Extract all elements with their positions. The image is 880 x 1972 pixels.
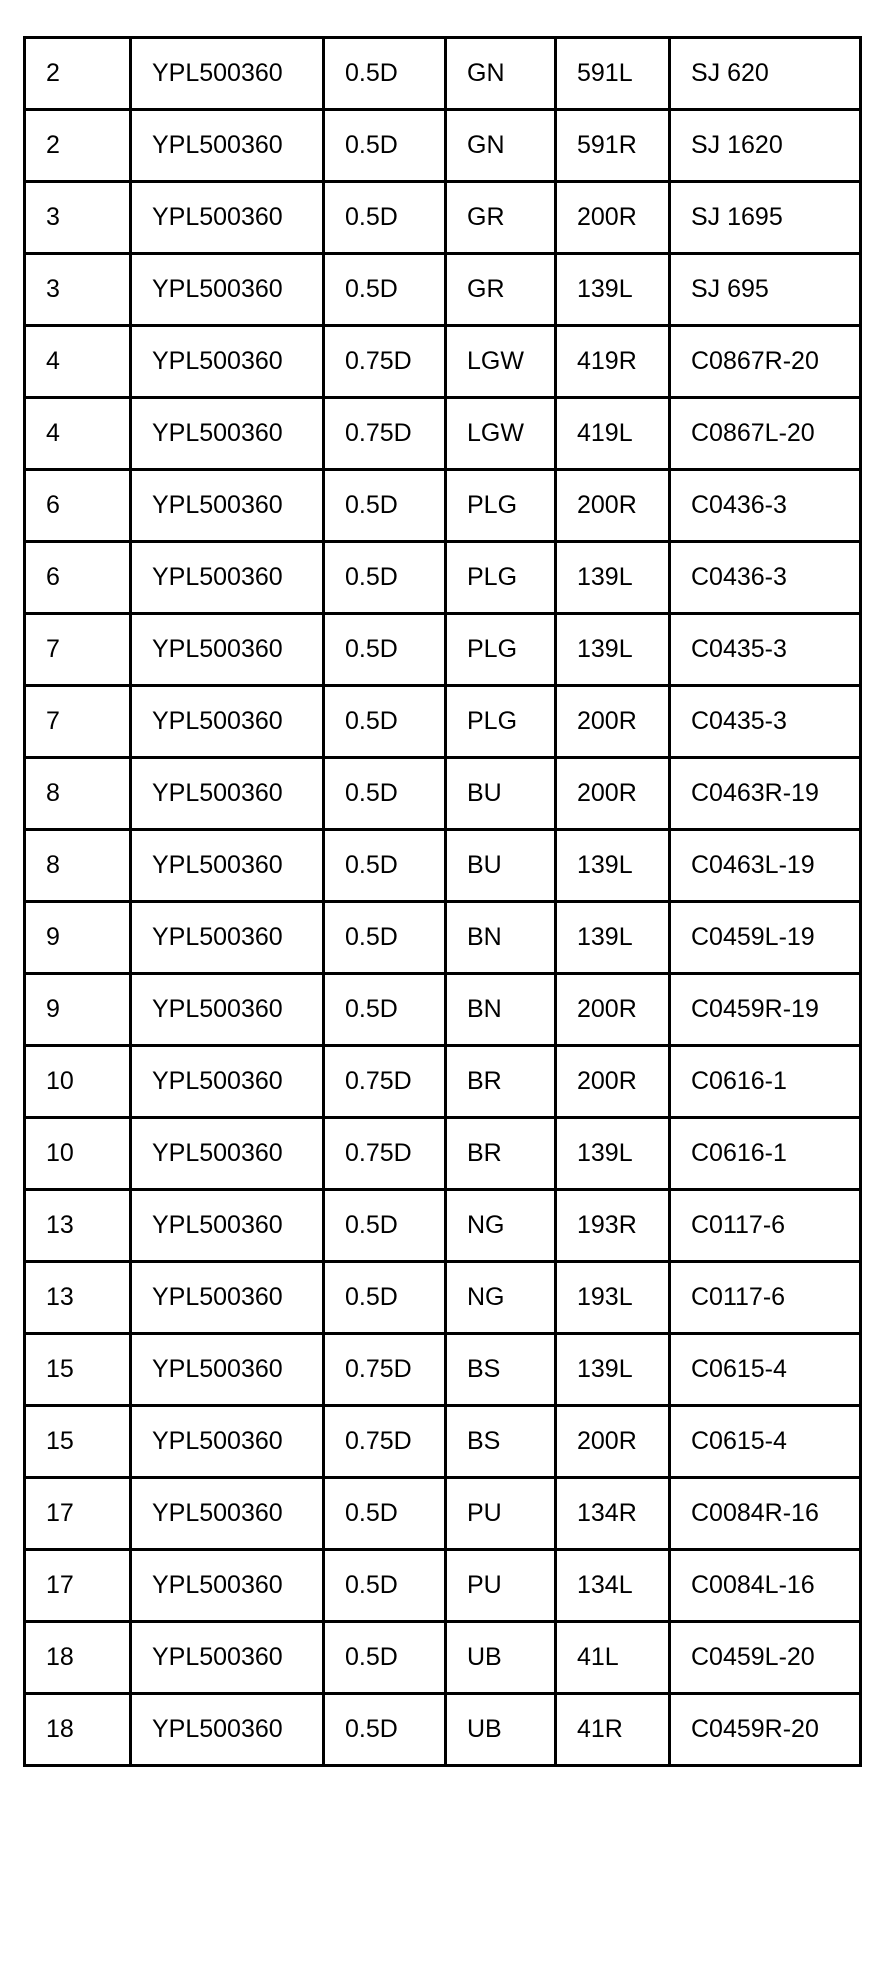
connector-cell: C0435-3 <box>670 614 861 686</box>
circuit-number-cell: 9 <box>25 974 131 1046</box>
wire-color-cell: BS <box>446 1406 556 1478</box>
wire-table-body <box>25 38 861 1766</box>
table-row <box>25 1046 861 1118</box>
circuit-number-cell: 4 <box>25 326 131 398</box>
terminal-cell: 193L <box>556 1262 670 1334</box>
part-number-cell: YPL500360 <box>131 830 324 902</box>
table-row <box>25 542 861 614</box>
terminal-cell: 139L <box>556 902 670 974</box>
terminal-cell: 200R <box>556 758 670 830</box>
terminal-cell: 200R <box>556 470 670 542</box>
wire-color-cell: BN <box>446 902 556 974</box>
wire-color-cell: BU <box>446 830 556 902</box>
circuit-number-cell: 3 <box>25 254 131 326</box>
connector-cell: C0867R-20 <box>670 326 861 398</box>
wire-size-cell: 0.5D <box>324 1262 446 1334</box>
terminal-cell: 200R <box>556 686 670 758</box>
wire-color-cell: NG <box>446 1262 556 1334</box>
wire-color-cell: PU <box>446 1478 556 1550</box>
table-row <box>25 686 861 758</box>
circuit-number-cell: 7 <box>25 614 131 686</box>
connector-cell: C0084L-16 <box>670 1550 861 1622</box>
part-number-cell: YPL500360 <box>131 38 324 110</box>
wire-size-cell: 0.75D <box>324 398 446 470</box>
connector-cell: C0436-3 <box>670 470 861 542</box>
wire-color-cell: GN <box>446 110 556 182</box>
wire-size-cell: 0.5D <box>324 1622 446 1694</box>
part-number-cell: YPL500360 <box>131 542 324 614</box>
circuit-number-cell: 18 <box>25 1622 131 1694</box>
connector-cell: SJ 620 <box>670 38 861 110</box>
part-number-cell: YPL500360 <box>131 1478 324 1550</box>
connector-cell: C0084R-16 <box>670 1478 861 1550</box>
wire-size-cell: 0.5D <box>324 1190 446 1262</box>
table-row <box>25 1262 861 1334</box>
wire-color-cell: GN <box>446 38 556 110</box>
terminal-cell: 139L <box>556 1334 670 1406</box>
wire-size-cell: 0.5D <box>324 1694 446 1766</box>
wire-size-cell: 0.5D <box>324 614 446 686</box>
table-row <box>25 182 861 254</box>
terminal-cell: 139L <box>556 1118 670 1190</box>
wire-color-cell: BR <box>446 1118 556 1190</box>
terminal-cell: 419L <box>556 398 670 470</box>
part-number-cell: YPL500360 <box>131 1334 324 1406</box>
connector-cell: C0459L-19 <box>670 902 861 974</box>
wire-size-cell: 0.5D <box>324 542 446 614</box>
wire-color-cell: LGW <box>446 326 556 398</box>
circuit-number-cell: 18 <box>25 1694 131 1766</box>
wire-color-cell: PLG <box>446 614 556 686</box>
connector-cell: C0616-1 <box>670 1046 861 1118</box>
wire-color-cell: GR <box>446 182 556 254</box>
connector-cell: C0616-1 <box>670 1118 861 1190</box>
circuit-number-cell: 15 <box>25 1334 131 1406</box>
wire-color-cell: BR <box>446 1046 556 1118</box>
connector-cell: C0459R-19 <box>670 974 861 1046</box>
table-row <box>25 38 861 110</box>
wire-color-cell: PU <box>446 1550 556 1622</box>
table-row <box>25 326 861 398</box>
circuit-number-cell: 4 <box>25 398 131 470</box>
circuit-number-cell: 17 <box>25 1550 131 1622</box>
connector-cell: C0463L-19 <box>670 830 861 902</box>
wire-color-cell: BS <box>446 1334 556 1406</box>
circuit-number-cell: 10 <box>25 1118 131 1190</box>
part-number-cell: YPL500360 <box>131 326 324 398</box>
connector-cell: SJ 695 <box>670 254 861 326</box>
table-row <box>25 830 861 902</box>
wire-size-cell: 0.5D <box>324 974 446 1046</box>
circuit-number-cell: 13 <box>25 1190 131 1262</box>
circuit-number-cell: 9 <box>25 902 131 974</box>
wire-size-cell: 0.75D <box>324 1406 446 1478</box>
terminal-cell: 139L <box>556 830 670 902</box>
part-number-cell: YPL500360 <box>131 1550 324 1622</box>
wire-color-cell: UB <box>446 1622 556 1694</box>
table-row <box>25 398 861 470</box>
wire-size-cell: 0.5D <box>324 254 446 326</box>
wire-size-cell: 0.5D <box>324 182 446 254</box>
terminal-cell: 591R <box>556 110 670 182</box>
part-number-cell: YPL500360 <box>131 1046 324 1118</box>
circuit-number-cell: 6 <box>25 470 131 542</box>
terminal-cell: 41R <box>556 1694 670 1766</box>
terminal-cell: 200R <box>556 182 670 254</box>
wire-size-cell: 0.75D <box>324 326 446 398</box>
table-row <box>25 1622 861 1694</box>
circuit-number-cell: 3 <box>25 182 131 254</box>
table-row <box>25 1694 861 1766</box>
connector-cell: C0459R-20 <box>670 1694 861 1766</box>
connector-cell: C0459L-20 <box>670 1622 861 1694</box>
part-number-cell: YPL500360 <box>131 110 324 182</box>
table-row <box>25 758 861 830</box>
terminal-cell: 200R <box>556 1046 670 1118</box>
table-row <box>25 1478 861 1550</box>
wire-color-cell: PLG <box>446 470 556 542</box>
table-row <box>25 1406 861 1478</box>
wire-size-cell: 0.5D <box>324 830 446 902</box>
connector-cell: C0463R-19 <box>670 758 861 830</box>
part-number-cell: YPL500360 <box>131 614 324 686</box>
part-number-cell: YPL500360 <box>131 182 324 254</box>
terminal-cell: 41L <box>556 1622 670 1694</box>
connector-cell: SJ 1620 <box>670 110 861 182</box>
circuit-number-cell: 8 <box>25 758 131 830</box>
table-row <box>25 1334 861 1406</box>
connector-cell: C0615-4 <box>670 1334 861 1406</box>
connector-cell: C0867L-20 <box>670 398 861 470</box>
wire-size-cell: 0.5D <box>324 470 446 542</box>
wire-size-cell: 0.5D <box>324 110 446 182</box>
table-row <box>25 470 861 542</box>
wire-color-cell: PLG <box>446 686 556 758</box>
wire-size-cell: 0.5D <box>324 38 446 110</box>
terminal-cell: 200R <box>556 974 670 1046</box>
table-row <box>25 1118 861 1190</box>
wire-size-cell: 0.5D <box>324 1478 446 1550</box>
wire-color-cell: BN <box>446 974 556 1046</box>
circuit-number-cell: 2 <box>25 38 131 110</box>
terminal-cell: 193R <box>556 1190 670 1262</box>
wire-connection-table <box>23 36 862 1767</box>
wire-size-cell: 0.75D <box>324 1118 446 1190</box>
table-row <box>25 974 861 1046</box>
terminal-cell: 139L <box>556 254 670 326</box>
wire-color-cell: NG <box>446 1190 556 1262</box>
terminal-cell: 591L <box>556 38 670 110</box>
terminal-cell: 419R <box>556 326 670 398</box>
table-row <box>25 902 861 974</box>
part-number-cell: YPL500360 <box>131 1190 324 1262</box>
circuit-number-cell: 8 <box>25 830 131 902</box>
circuit-number-cell: 17 <box>25 1478 131 1550</box>
wire-size-cell: 0.75D <box>324 1334 446 1406</box>
wire-color-cell: GR <box>446 254 556 326</box>
table-row <box>25 614 861 686</box>
connector-cell: C0436-3 <box>670 542 861 614</box>
part-number-cell: YPL500360 <box>131 758 324 830</box>
part-number-cell: YPL500360 <box>131 1622 324 1694</box>
wire-size-cell: 0.5D <box>324 902 446 974</box>
terminal-cell: 139L <box>556 542 670 614</box>
table-row <box>25 1550 861 1622</box>
connector-cell: C0117-6 <box>670 1190 861 1262</box>
wire-color-cell: UB <box>446 1694 556 1766</box>
part-number-cell: YPL500360 <box>131 254 324 326</box>
table-row <box>25 1190 861 1262</box>
wire-size-cell: 0.75D <box>324 1046 446 1118</box>
part-number-cell: YPL500360 <box>131 398 324 470</box>
circuit-number-cell: 13 <box>25 1262 131 1334</box>
terminal-cell: 200R <box>556 1406 670 1478</box>
part-number-cell: YPL500360 <box>131 1118 324 1190</box>
part-number-cell: YPL500360 <box>131 470 324 542</box>
wire-color-cell: PLG <box>446 542 556 614</box>
wire-size-cell: 0.5D <box>324 686 446 758</box>
terminal-cell: 134R <box>556 1478 670 1550</box>
wire-size-cell: 0.5D <box>324 1550 446 1622</box>
part-number-cell: YPL500360 <box>131 1262 324 1334</box>
connector-cell: C0117-6 <box>670 1262 861 1334</box>
part-number-cell: YPL500360 <box>131 1406 324 1478</box>
part-number-cell: YPL500360 <box>131 902 324 974</box>
wire-size-cell: 0.5D <box>324 758 446 830</box>
table-row <box>25 254 861 326</box>
circuit-number-cell: 15 <box>25 1406 131 1478</box>
part-number-cell: YPL500360 <box>131 686 324 758</box>
part-number-cell: YPL500360 <box>131 974 324 1046</box>
circuit-number-cell: 10 <box>25 1046 131 1118</box>
circuit-number-cell: 7 <box>25 686 131 758</box>
connector-cell: SJ 1695 <box>670 182 861 254</box>
table-row <box>25 110 861 182</box>
connector-cell: C0615-4 <box>670 1406 861 1478</box>
circuit-number-cell: 2 <box>25 110 131 182</box>
wire-color-cell: BU <box>446 758 556 830</box>
wire-color-cell: LGW <box>446 398 556 470</box>
terminal-cell: 134L <box>556 1550 670 1622</box>
terminal-cell: 139L <box>556 614 670 686</box>
connector-cell: C0435-3 <box>670 686 861 758</box>
part-number-cell: YPL500360 <box>131 1694 324 1766</box>
circuit-number-cell: 6 <box>25 542 131 614</box>
